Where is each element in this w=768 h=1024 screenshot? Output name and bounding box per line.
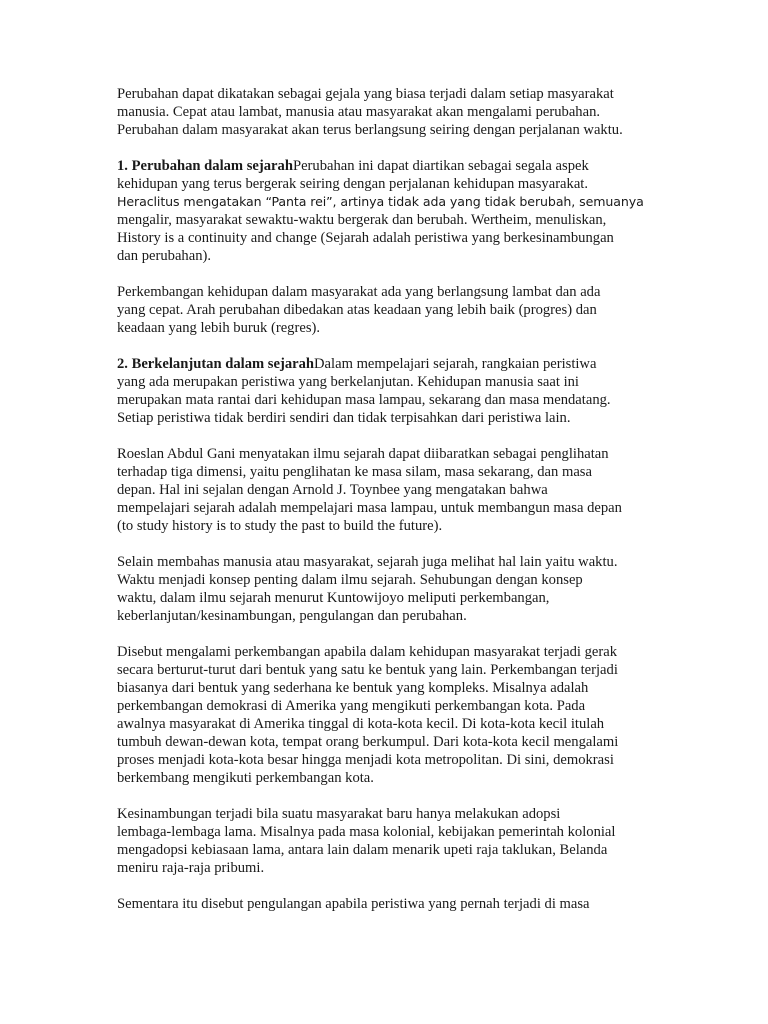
paragraph-perubahan-line1: Perubahan ini dapat diartikan sebagai segala aspek bbox=[292, 158, 589, 174]
paragraph-perubahan-line2: kehidupan yang terus bergerak seiring dengan perjalanan kehidupan masyarakat. bbox=[117, 176, 589, 192]
paragraph-roeslan-abdul-gani: Roeslan Abdul Gani menyatakan ilmu sejarah dapat diibaratkan sebagai penglihatan terhadap tiga dimensi, yaitu penglihatan ke masa silam, masa sekarang, dan masa depan. Hal ini sejalan dengan Arnold J. Toynbee yang mengatakan bahwa mempelajari sejarah adalah mempelajari masa lampau, untuk membangun masa depan (to study history is to study the past to build the future). bbox=[117, 446, 622, 534]
paragraph-intro: Perubahan dapat dikatakan sebagai gejala yang biasa terjadi dalam setiap masyarakat manusia. Cepat atau lambat, manusia atau masyarakat akan mengalami perubahan. Perubahan dalam masyarakat akan terus berlangsung seiring dengan perjalanan waktu. bbox=[117, 86, 623, 138]
paragraph-berkelanjutan bbox=[117, 355, 657, 427]
paragraph-perkembangan-kehidupan: Perkembangan kehidupan dalam masyarakat ada yang berlangsung lambat dan ada yang cepat. Arah perubahan dibedakan atas keadaan yang lebih baik (progres) dan keadaan yang lebih buruk (regres). bbox=[117, 284, 601, 336]
paragraph-konsep-waktu: Selain membahas manusia atau masyarakat, sejarah juga melihat hal lain yaitu waktu. Waktu menjadi konsep penting dalam ilmu sejarah. Sehubungan dengan konsep waktu, dalam ilmu sejarah menurut Kuntowijoyo meliputi perkembangan, keberlanjutan/kesinambungan, pengulangan dan perubahan. bbox=[117, 554, 618, 624]
heading-berkelanjutan-dalam-sejarah: 2. Berkelanjutan dalam sejarah bbox=[117, 356, 315, 372]
paragraph-pengulangan: Sementara itu disebut pengulangan apabila peristiwa yang pernah terjadi di masa bbox=[117, 896, 590, 912]
paragraph-berkelanjutan-text: Dalam mempelajari sejarah, rangkaian peristiwa yang ada merupakan peristiwa yang berkelanjutan. Kehidupan manusia saat ini merupakan mata rantai dari kehidupan masa lampau, sekarang dan masa mendatang. Setiap peristiwa tidak berdiri sendiri dan tidak terpisahkan dari peristiwa lain. bbox=[117, 356, 611, 426]
paragraph-perubahan-line3: Heraclitus mengatakan “Panta rei”, artinya tidak ada yang tidak berubah, semuanya bbox=[117, 194, 644, 209]
paragraph-perkembangan: Disebut mengalami perkembangan apabila dalam kehidupan masyarakat terjadi gerak secara berturut-turut dari bentuk yang satu ke bentuk yang lain. Perkembangan terjadi biasanya dari bentuk yang sederhana ke bentuk yang kompleks. Misalnya adalah perkembangan demokrasi di Amerika yang mengikuti perkembangan kota. Pada awalnya masyarakat di Amerika tinggal di kota-kota kecil. Di kota-kota kecil itulah tumbuh dewan-dewan kota, tempat orang berkumpul. Dari kota-kota kecil mengalami proses menjadi kota-kota besar hingga menjadi kota metropolitan. Di sini, demokrasi berkembang mengikuti perkembangan kota. bbox=[117, 644, 619, 786]
heading-perubahan-dalam-sejarah: 1. Perubahan dalam sejarah bbox=[117, 158, 293, 174]
paragraph-kesinambungan: Kesinambungan terjadi bila suatu masyarakat baru hanya melakukan adopsi lembaga-lembaga lama. Misalnya pada masa kolonial, kebijakan pemerintah kolonial mengadopsi kebiasaan lama, antara lain dalam menarik upeti raja taklukan, Belanda meniru raja-raja pribumi. bbox=[117, 806, 616, 876]
paragraph-perubahan bbox=[117, 157, 657, 265]
paragraph-perubahan-rest: mengalir, masyarakat sewaktu-waktu bergerak dan berubah. Wertheim, menuliskan, History is a continuity and change (Sejarah adalah peristiwa yang berkesinambungan dan perubahan). bbox=[117, 212, 614, 264]
document-body bbox=[117, 85, 657, 931]
